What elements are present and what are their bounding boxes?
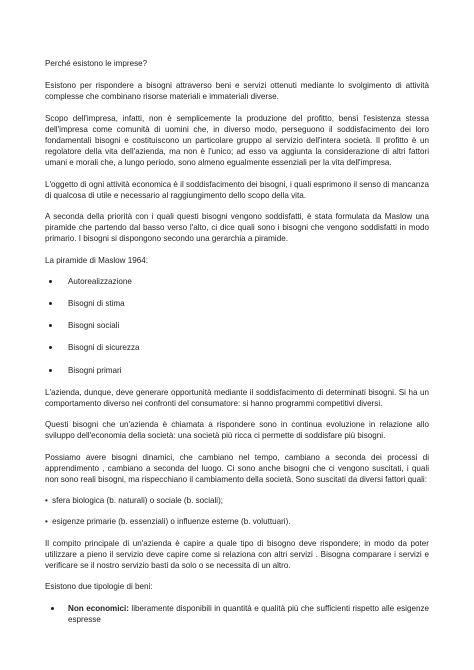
goods-term: Non economici: — [68, 603, 129, 613]
bullet-icon — [51, 607, 54, 610]
paragraph-pyramid-title: La piramide di Maslow 1964: — [45, 255, 149, 265]
goods-text: liberamente disponibili in quantità e qualità più che sufficienti rispetto alle esigenze espresse — [68, 603, 429, 624]
paragraph-purpose: Scopo dell'impresa, infatti, non è semplicemente la produzione del profitto, bensì l'esistenza stessa dell'impresa come comunità di uomini che, in diverso modo, perseguono il soddisfacimento dei loro fondamentali bisogni e costituiscono un particolare gruppo al servizio dell'intera società. Il profitto è un regolatore della vita dell'azienda, ma non è l'unico; ad esso va aggiunta la considerazione di altri fattori umani e morali che, a lungo periodo, sono almeno egualmente essenziali per la vita dell'impresa. — [45, 113, 429, 168]
factor-text: esigenze primarie (b. essenziali) o influenze esterne (b. voluttuari). — [52, 517, 291, 527]
list-item — [45, 276, 429, 287]
bullet-icon — [49, 324, 52, 327]
factor-bullet — [45, 495, 429, 506]
paragraph-dynamic-needs: Possiamo avere bisogni dinamici, che cambiano nel tempo, cambiano a seconda dei processi di apprendimento , cambiano a seconda del luogo. Ci sono anche bisogni che ci vengono suscitati, i quali non sono reali bisogni, ma rispecchiano il cambiamento della società. Sono suscitati da diversi fattori quali: — [45, 452, 429, 485]
list-item-label: Autorealizzazione — [68, 276, 132, 286]
list-item — [45, 298, 429, 309]
paragraph-opportunity: L'azienda, dunque, deve generare opportunità mediante il soddisfacimento di determinati bisogni. Si ha un comportamento diverso nei confronti del consumatore: si hanno programmi competitivi diversi. — [45, 387, 429, 409]
list-item-label: Bisogni di sicurezza — [68, 343, 140, 353]
paragraph-maslow: A seconda della priorità con i quali questi bisogni vengono soddisfatti, è stata formulata da Maslow una piramide che partendo dal basso verso l'alto, ci dice quali sono i bisogni che vengono soddisfatti in modo primario. I bisogni si dispongono secondo una gerarchia a piramide. — [45, 212, 429, 244]
bullet-mark: • — [45, 496, 48, 506]
list-item — [45, 603, 429, 625]
paragraph-intro: Esistono per rispondere a bisogni attraverso beni e servizi ottenuti mediante lo svolgimento di attività complesse che combinano risorse materiali e immateriali diverse. — [45, 81, 429, 102]
goods-list — [45, 603, 429, 625]
document-page — [45, 58, 429, 625]
bullet-mark: • — [45, 517, 48, 527]
list-item — [45, 320, 429, 331]
paragraph-evolution: Questi bisogni che un'azienda è chiamata a rispondere sono in continua evoluzione in relazione allo sviluppo dell'economia della società: una società più ricca ci permette di soddisfare più bisogni. — [45, 420, 429, 441]
bullet-icon — [49, 280, 52, 283]
factor-text: sfera biologica (b. naturali) o sociale (b. sociali); — [52, 496, 224, 506]
page-question: Perché esistono le imprese? — [45, 59, 148, 68]
paragraph-task: Il compito principale di un'azienda è capire a quale tipo di bisogno deve rispondere; in modo da poter utilizzare a pieno il servizio deve capire come si relaziona con altri servizi . Bisogna comparare i servizi e verificare se il nostro servizio basti da solo o se necessita di un altro. — [45, 538, 429, 571]
pyramid-list — [45, 276, 429, 376]
bullet-icon — [49, 346, 52, 349]
list-item-label: Bisogni sociali — [68, 321, 120, 331]
list-item-label: Bisogni primari — [68, 365, 122, 375]
list-item-label: Bisogni di stima — [68, 299, 125, 309]
bullet-icon — [49, 369, 52, 372]
list-item — [45, 365, 429, 376]
paragraph-goods-intro: Esistono due tipologie di beni: — [45, 582, 153, 592]
factor-bullet — [45, 516, 429, 527]
paragraph-object: L'oggetto di ogni attività economica è il soddisfacimento dei bisogni, i quali esprimono il senso di mancanza di qualcosa di utile e necessario al raggiungimento dello scopo della vita. — [45, 179, 429, 200]
bullet-icon — [49, 302, 52, 305]
list-item — [45, 342, 429, 353]
